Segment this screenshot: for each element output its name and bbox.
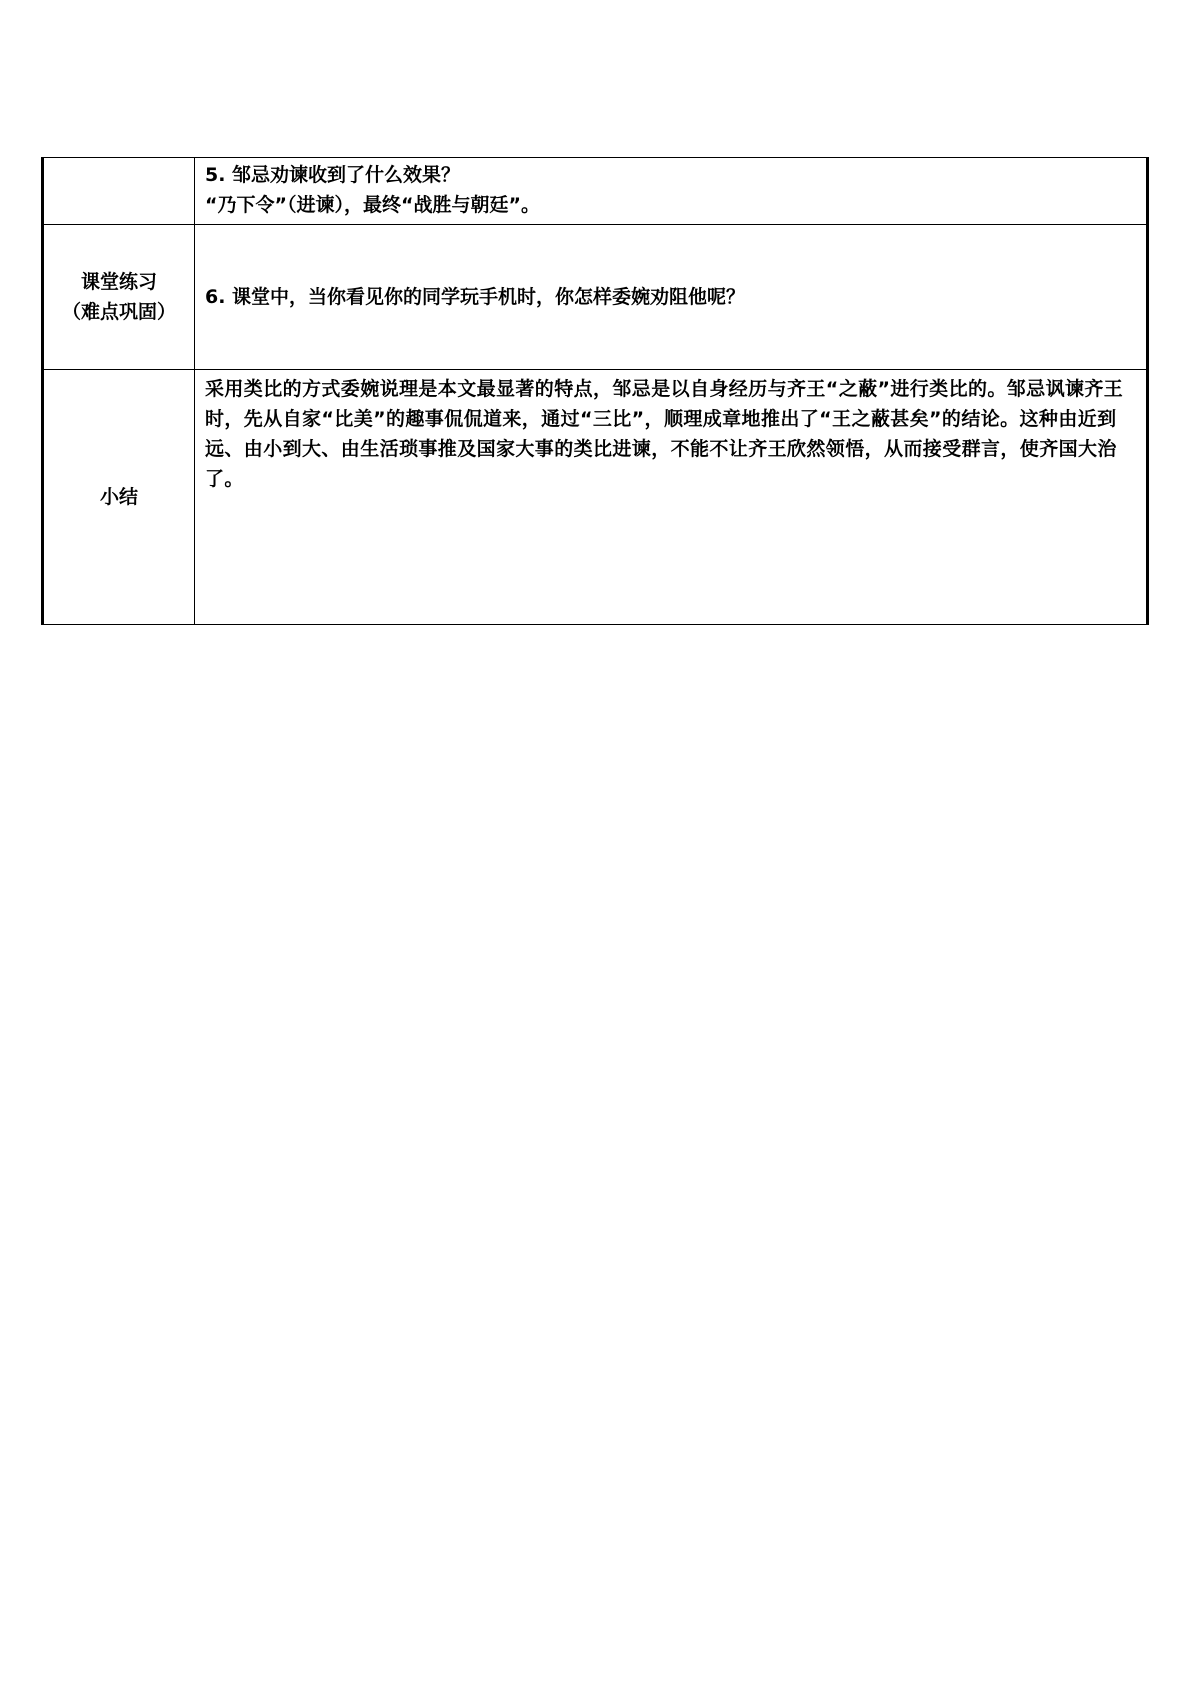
question-6-text: 6. 课堂中，当你看见你的同学玩手机时，你怎样委婉劝阻他呢？ [195,225,1148,370]
row-label-empty [43,158,195,225]
summary-text: 采用类比的方式委婉说理是本文最显著的特点，邹忌是以自身经历与齐王“之蔽”进行类比的。邹忌讽谏齐王时，先从自家“比美”的趣事侃侃道来，通过“三比”，顺理成章地推出了“王之蔽甚矣”的结论。这种由近到远、由小到大、由生活琐事推及国家大事的类比进谏，不能不让齐王欣然领悟，从而接受群言，使齐国大治了。 [195,370,1148,625]
table-row-effect [43,158,1148,225]
practice-label-title: 课堂练习 [80,271,157,293]
row-label-practice [43,225,195,370]
lesson-plan-table [41,157,1149,625]
table-row-summary [43,370,1148,625]
practice-label-subtitle: （难点巩固） [61,301,176,323]
answer-5-text: “乃下令”（进谏），最终“战胜与朝廷”。 [205,194,540,216]
table-row-practice [43,225,1148,370]
row-label-summary: 小结 [43,370,195,625]
question-5-text: 5. 邹忌劝谏收到了什么效果？ [205,164,461,186]
effect-question-cell [195,158,1148,225]
